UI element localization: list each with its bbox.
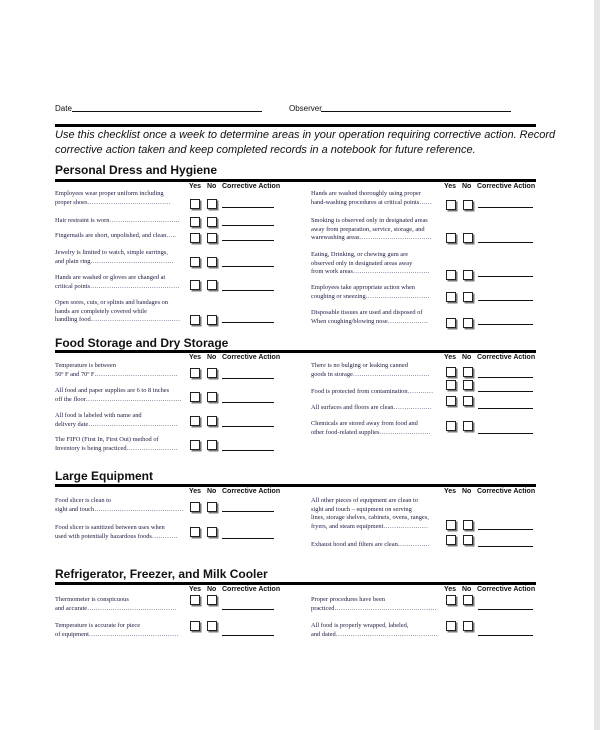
no-checkbox[interactable] xyxy=(463,367,473,377)
corrective-action-field[interactable] xyxy=(222,322,274,323)
yes-checkbox[interactable] xyxy=(190,527,200,537)
checklist-item-text: The FIFO (First In, First Out) method of Inventory is being practiced…………………… xyxy=(55,436,178,452)
checklist-item-text: Chemicals are stored away from food and other food-related supplies…………………… xyxy=(311,420,431,436)
corrective-action-field[interactable] xyxy=(478,609,533,610)
no-checkbox[interactable] xyxy=(207,257,217,267)
corrective-action-field[interactable] xyxy=(222,378,274,379)
checklist-item-text: Hands are washed thoroughly using proper hand-washing procedures at critical points…… xyxy=(311,190,433,206)
yes-checkbox[interactable] xyxy=(446,292,456,302)
corrective-action-field[interactable] xyxy=(478,324,533,325)
checklist-item-text: All food and paper supplies are 6 to 8 inches off the floor……………………………………… xyxy=(55,387,182,403)
yes-checkbox[interactable] xyxy=(190,257,200,267)
checklist-item-text: Temperature is between 50º F and 70º F………………………………… xyxy=(55,362,178,378)
section-divider xyxy=(55,582,536,585)
corrective-action-field[interactable] xyxy=(222,266,274,267)
no-checkbox[interactable] xyxy=(463,535,473,545)
corrective-action-field[interactable] xyxy=(478,433,533,434)
checklist-item-text: All food is labeled with name and delivery date…………………………………… xyxy=(55,412,178,428)
corrective-action-column-header: Corrective Action xyxy=(477,488,536,495)
yes-column-header: Yes xyxy=(444,488,457,495)
yes-checkbox[interactable] xyxy=(190,392,200,402)
yes-checkbox[interactable] xyxy=(446,380,456,390)
no-checkbox[interactable] xyxy=(463,233,473,243)
no-checkbox[interactable] xyxy=(207,368,217,378)
corrective-action-field[interactable] xyxy=(478,276,533,277)
section-divider xyxy=(55,484,536,487)
yes-checkbox[interactable] xyxy=(190,595,200,605)
yes-checkbox[interactable] xyxy=(190,315,200,325)
checklist-item-text: Hands are washed or gloves are changed at critical points…………………………………… xyxy=(55,274,180,290)
corrective-action-field[interactable] xyxy=(222,609,274,610)
yes-checkbox[interactable] xyxy=(190,368,200,378)
observer-label: Observer xyxy=(289,104,322,113)
yes-checkbox[interactable] xyxy=(446,318,456,328)
checklist-item-text: Fingernails are short, unpolished, and clean….. xyxy=(55,232,176,239)
instructions-text: Use this checklist once a week to determine areas in your operation requiring corrective action. Record corrective action taken and keep completed records in a notebook for future reference. xyxy=(55,129,556,156)
checklist-item-text: Proper procedures have been practiced………………………………………… xyxy=(311,596,437,612)
no-column-header: No xyxy=(462,586,472,593)
yes-checkbox[interactable] xyxy=(446,520,456,530)
checklist-item-text: Employees wear proper uniform including proper shoes………………………………… xyxy=(55,190,171,206)
yes-checkbox[interactable] xyxy=(190,416,200,426)
no-checkbox[interactable] xyxy=(207,502,217,512)
yes-column-header: Yes xyxy=(189,183,202,190)
divider xyxy=(55,124,536,127)
section-divider xyxy=(55,179,536,182)
no-checkbox[interactable] xyxy=(207,440,217,450)
no-checkbox[interactable] xyxy=(207,595,217,605)
corrective-action-field[interactable] xyxy=(478,377,533,378)
no-checkbox[interactable] xyxy=(207,416,217,426)
no-checkbox[interactable] xyxy=(207,621,217,631)
corrective-action-field[interactable] xyxy=(222,290,274,291)
no-checkbox[interactable] xyxy=(463,396,473,406)
no-checkbox[interactable] xyxy=(207,527,217,537)
yes-column-header: Yes xyxy=(444,183,457,190)
yes-checkbox[interactable] xyxy=(190,217,200,227)
checklist-item-text: Smoking is observed only in designated areas away from preparation, service, storage, and warewashing areas……………………………. xyxy=(311,217,432,242)
yes-checkbox[interactable] xyxy=(190,440,200,450)
corrective-action-field[interactable] xyxy=(222,635,274,636)
yes-column-header: Yes xyxy=(189,586,202,593)
yes-checkbox[interactable] xyxy=(446,200,456,210)
checklist-item-text: Food slicer is sanitized between uses when used with potentially hazardous foods………… xyxy=(55,524,178,540)
yes-checkbox[interactable] xyxy=(190,233,200,243)
yes-column-header: Yes xyxy=(189,488,202,495)
yes-checkbox[interactable] xyxy=(446,621,456,631)
no-column-header: No xyxy=(207,183,217,190)
checklist-item-text: Disposable tissues are used and disposed of When coughing/blowing nose………………. xyxy=(311,309,428,325)
yes-column-header: Yes xyxy=(444,586,457,593)
no-checkbox[interactable] xyxy=(207,280,217,290)
no-checkbox[interactable] xyxy=(207,233,217,243)
yes-checkbox[interactable] xyxy=(446,270,456,280)
corrective-action-field[interactable] xyxy=(222,450,274,451)
checklist-item-text: Temperature is accurate for piece of equipment…………………………………… xyxy=(55,622,179,638)
checklist-item-text: Employees take appropriate action when coughing or sneezing………………………… xyxy=(311,284,430,300)
corrective-action-column-header: Corrective Action xyxy=(222,586,281,593)
corrective-action-field[interactable] xyxy=(222,225,274,226)
no-checkbox[interactable] xyxy=(463,520,473,530)
no-checkbox[interactable] xyxy=(207,199,217,209)
observer-field[interactable] xyxy=(321,111,511,112)
corrective-action-field[interactable] xyxy=(222,207,274,208)
no-checkbox[interactable] xyxy=(463,200,473,210)
no-checkbox[interactable] xyxy=(463,421,473,431)
corrective-action-column-header: Corrective Action xyxy=(477,183,536,190)
checklist-item-text: Thermometer is conspicuous and accurate…………………………………… xyxy=(55,596,177,612)
corrective-action-column-header: Corrective Action xyxy=(477,354,536,361)
checklist-item-text: Exhaust hood and filters are clean…………… xyxy=(311,541,430,548)
corrective-action-column-header: Corrective Action xyxy=(477,586,536,593)
checklist-item-text: Jewelry is limited to watch, simple earrings, and plain ring………………………………… xyxy=(55,249,174,265)
no-column-header: No xyxy=(462,183,472,190)
section-title: Large Equipment xyxy=(55,469,154,483)
no-checkbox[interactable] xyxy=(463,621,473,631)
checklist-item-text: Hair restraint is worn…………………………… xyxy=(55,217,180,224)
date-label: Date xyxy=(55,104,72,113)
checklist-item-text: All other pieces of equipment are clean to sight and touch – equipment on serving lines, storage shelves, cabinets, ovens, ranges, fryers, and steam equipment………………… xyxy=(311,497,429,530)
checklist-item-text: Food slicer is clean to sight and touch…………………………………… xyxy=(55,497,184,513)
no-column-header: No xyxy=(462,354,472,361)
corrective-action-column-header: Corrective Action xyxy=(222,183,281,190)
yes-column-header: Yes xyxy=(444,354,457,361)
section-title: Personal Dress and Hygiene xyxy=(55,163,218,177)
corrective-action-field[interactable] xyxy=(222,538,274,539)
no-column-header: No xyxy=(207,586,217,593)
yes-column-header: Yes xyxy=(189,354,202,361)
yes-checkbox[interactable] xyxy=(446,421,456,431)
corrective-action-field[interactable] xyxy=(478,242,533,243)
checklist-item-text: Open sores, cuts, or splints and bandages on hands are completely covered while handling food…………………………………… xyxy=(55,299,181,324)
no-checkbox[interactable] xyxy=(207,392,217,402)
corrective-action-column-header: Corrective Action xyxy=(222,354,281,361)
corrective-action-field[interactable] xyxy=(478,300,533,301)
yes-checkbox[interactable] xyxy=(190,280,200,290)
checklist-item-text: All food is properly wrapped, labeled, and dated………………………………………… xyxy=(311,622,438,638)
no-checkbox[interactable] xyxy=(463,318,473,328)
checklist-item-text: Eating, Drinking, or chewing gum are observed only in designated areas away from work areas……………………………… xyxy=(311,251,430,276)
no-checkbox[interactable] xyxy=(463,292,473,302)
checklist-item-text: There is no bulging or leaking canned goods in storage……………………………… xyxy=(311,362,430,378)
no-column-header: No xyxy=(207,488,217,495)
corrective-action-field[interactable] xyxy=(478,391,533,392)
section-divider xyxy=(55,350,536,353)
no-column-header: No xyxy=(462,488,472,495)
checklist-item-text: Food is protected from contamination………… xyxy=(311,388,434,395)
no-column-header: No xyxy=(207,354,217,361)
no-checkbox[interactable] xyxy=(463,380,473,390)
checklist-item-text: All surfaces and floors are clean……………… xyxy=(311,404,432,411)
no-checkbox[interactable] xyxy=(463,595,473,605)
date-field[interactable] xyxy=(72,111,262,112)
no-checkbox[interactable] xyxy=(207,217,217,227)
yes-checkbox[interactable] xyxy=(190,199,200,209)
yes-checkbox[interactable] xyxy=(446,367,456,377)
section-title: Refrigerator, Freezer, and Milk Cooler xyxy=(55,567,268,581)
yes-checkbox[interactable] xyxy=(446,535,456,545)
corrective-action-field[interactable] xyxy=(222,426,274,427)
corrective-action-field[interactable] xyxy=(478,529,533,530)
corrective-action-field[interactable] xyxy=(478,546,533,547)
corrective-action-field[interactable] xyxy=(222,402,274,403)
yes-checkbox[interactable] xyxy=(446,396,456,406)
corrective-action-field[interactable] xyxy=(222,511,274,512)
yes-checkbox[interactable] xyxy=(190,621,200,631)
no-checkbox[interactable] xyxy=(463,270,473,280)
corrective-action-column-header: Corrective Action xyxy=(222,488,281,495)
yes-checkbox[interactable] xyxy=(190,502,200,512)
corrective-action-field[interactable] xyxy=(222,240,274,241)
corrective-action-field[interactable] xyxy=(478,207,533,208)
yes-checkbox[interactable] xyxy=(446,233,456,243)
section-title: Food Storage and Dry Storage xyxy=(55,336,229,350)
no-checkbox[interactable] xyxy=(207,315,217,325)
yes-checkbox[interactable] xyxy=(446,595,456,605)
corrective-action-field[interactable] xyxy=(478,635,533,636)
corrective-action-field[interactable] xyxy=(478,408,533,409)
